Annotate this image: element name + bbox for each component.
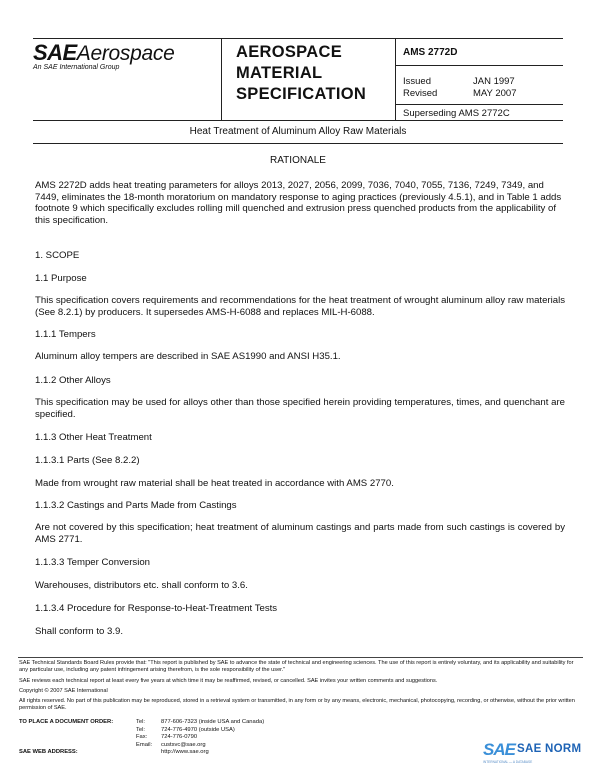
footer-review-notice: SAE reviews each technical report at least every five years at which time it may be reaffirmed, revised, or cancelled. SAE invites your written comments and suggestions. xyxy=(19,678,438,684)
footer-rights-notice: All rights reserved. No part of this publication may be reproduced, stored in a retrieval system or transmitted, in any form or by any means, electronic, mechanical, photocopying, recording, or otherwise, without the prior written permission of SAE. xyxy=(19,698,575,711)
issued-label: Issued xyxy=(403,76,431,87)
issue-dates xyxy=(403,76,516,100)
rationale-text: AMS 2272D adds heat treating parameters for alloys 2013, 2027, 2056, 2099, 7036, 7040, 7055, 7136, 7249, 7349, and 7449, eliminates the 18-month moratorium on mandatory response to aging practices (previously 4.5.1), and in Table 1 adds footnote 9 which specifically excludes rolling mill quenched and extrusion press quenched products from the applicability of this specification. xyxy=(35,180,562,226)
title-line-1: AEROSPACE xyxy=(236,43,342,61)
tel2-value: 724-776-4970 (outside USA) xyxy=(161,726,235,733)
document-number: AMS 2772D xyxy=(403,47,458,58)
header-rule-bottom xyxy=(33,120,563,121)
section-1-1-1-text: Aluminum alloy tempers are described in SAE AS1990 and ANSI H35.1. xyxy=(35,351,341,362)
order-contact-block xyxy=(19,719,264,757)
title-line-3: SPECIFICATION xyxy=(236,85,367,103)
footer-rule xyxy=(18,657,583,658)
header-rule-2 xyxy=(395,104,563,105)
section-1-1-3-4-heading: 1.1.3.4 Procedure for Response-to-Heat-Treatment Tests xyxy=(35,603,278,614)
section-1-1-heading: 1.1 Purpose xyxy=(35,273,87,284)
tel2-label: Tel: xyxy=(136,726,146,733)
issued-date: JAN 1997 xyxy=(473,76,515,87)
fax-label: Fax: xyxy=(136,734,148,741)
section-1-1-3-1-heading: 1.1.3.1 Parts (See 8.2.2) xyxy=(35,455,140,466)
logo-sae-text: SAE xyxy=(33,40,77,65)
section-1-1-3-3-text: Warehouses, distributors etc. shall conform to 3.6. xyxy=(35,580,248,591)
sae-norm-logo-word: SAE NORM xyxy=(517,743,582,755)
document-type-title xyxy=(236,42,391,105)
order-label: TO PLACE A DOCUMENT ORDER: xyxy=(19,719,114,725)
section-1-1-3-3-heading: 1.1.3.3 Temper Conversion xyxy=(35,557,151,568)
sae-norm-watermark xyxy=(483,740,587,766)
contact-row-fax xyxy=(19,734,264,742)
sae-aerospace-logo xyxy=(33,40,218,71)
section-1-1-3-1-text: Made from wrought raw material shall be heat treated in accordance with AMS 2770. xyxy=(35,478,394,489)
issued-row xyxy=(403,76,516,88)
section-1-1-3-2-text: Are not covered by this specification; heat treatment of aluminum castings and parts made from such castings is covered by AMS 2771. xyxy=(35,522,565,545)
section-1-1-3-4-text: Shall conform to 3.9. xyxy=(35,626,123,637)
contact-row-web xyxy=(19,749,264,757)
section-1-1-3-heading: 1.1.3 Other Heat Treatment xyxy=(35,432,152,443)
web-value[interactable]: http://www.sae.org xyxy=(161,749,209,756)
header-rule-top xyxy=(33,38,563,39)
section-1-1-text: This specification covers requirements and recommendations for the heat treatment of wrought aluminum alloy raw materials (See 8.2.1) by producers. It supersedes AMS-H-6088 and replaces MIL-H-6088. xyxy=(35,295,565,318)
section-1-1-3-2-heading: 1.1.3.2 Castings and Parts Made from Castings xyxy=(35,500,237,511)
subject-rule xyxy=(33,143,563,144)
document-subject: Heat Treatment of Aluminum Alloy Raw Materials xyxy=(189,126,407,137)
logo-subtitle: An SAE International Group xyxy=(33,64,120,71)
revised-date: MAY 2007 xyxy=(473,88,517,99)
tel-label: Tel: xyxy=(136,719,146,725)
header-divider-2 xyxy=(395,38,396,120)
title-line-2: MATERIAL xyxy=(236,64,323,82)
section-1-heading: 1. SCOPE xyxy=(35,250,80,261)
logo-aerospace-text: Aerospace xyxy=(76,42,175,65)
contact-row-tel xyxy=(19,719,264,727)
revised-row xyxy=(403,88,516,100)
section-1-1-2-heading: 1.1.2 Other Alloys xyxy=(35,375,111,386)
rationale-heading: RATIONALE xyxy=(270,155,326,166)
sae-norm-logo-mark: SAE xyxy=(483,740,515,759)
web-label: SAE WEB ADDRESS: xyxy=(19,749,78,756)
header-rule-1 xyxy=(395,65,563,66)
email-value[interactable]: custsvc@sae.org xyxy=(161,741,206,748)
contact-row-tel2 xyxy=(19,727,264,735)
section-1-1-2-text: This specification may be used for alloys other than those specified herein providing temperatures, times, and quenchant are specified. xyxy=(35,397,565,420)
sae-norm-logo-tag: INTERNATIONAL — A DATABASE xyxy=(483,760,533,764)
superseding-note: Superseding AMS 2772C xyxy=(403,108,510,119)
footer-rules-notice: SAE Technical Standards Board Rules provide that: "This report is published by SAE to advance the state of technical and engineering sciences. The use of this report is entirely voluntary, and its applicability and suitability for any particular use, including any patent infringement arising therefrom, is the sole responsibility of the user." xyxy=(19,660,574,673)
spec-header xyxy=(33,38,563,120)
revised-label: Revised xyxy=(403,88,438,99)
header-divider-1 xyxy=(221,38,222,120)
tel-value: 877-606-7323 (inside USA and Canada) xyxy=(161,719,265,725)
email-label: Email: xyxy=(136,741,153,748)
footer-copyright: Copyright © 2007 SAE International xyxy=(19,688,108,694)
section-1-1-1-heading: 1.1.1 Tempers xyxy=(35,329,96,340)
fax-value: 724-776-0790 xyxy=(161,734,198,741)
contact-row-email xyxy=(19,742,264,750)
